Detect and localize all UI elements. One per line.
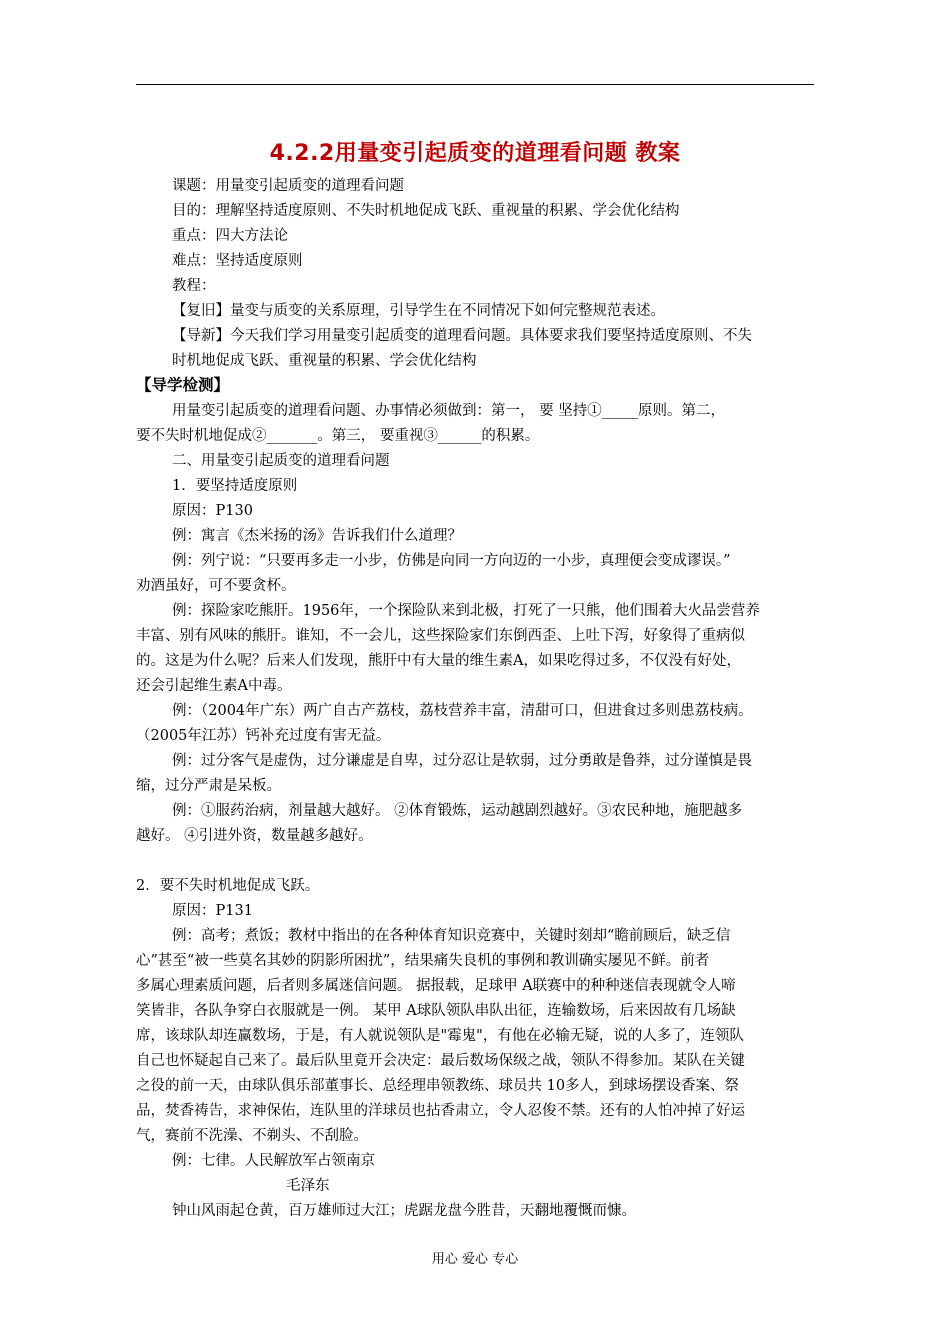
text-line: 心”甚至“被一些莫名其妙的阴影所困扰”，结果痛失良机的事例和教训确实屡见不鲜。前者 [136,953,710,969]
header-rule [136,84,814,85]
page-footer: 用心 爱心 专心 [431,1252,519,1267]
text-line: 劝酒虽好，可不要贪杯。 [136,578,296,594]
page-title: 4.2.2用量变引起质变的道理看问题 教案 [269,141,681,166]
text-line: 原因：P131 [172,903,253,919]
text-line: 例：①服药治病，剂量越大越好。 ②体育锻炼，运动越剧烈越好。③农民种地，施肥越多 [172,803,743,819]
text-line: 例：探险家吃熊肝。1956年，一个探险队来到北极，打死了一只熊，他们围着大火品尝营养 [172,603,760,619]
text-line: 例：列宁说：“只要再多走一小步，仿佛是向同一方向迈的一小步，真理便会变成谬误。” [172,553,731,569]
text-line: 越好。 ④引进外资，数量越多越好。 [136,828,373,844]
text-line: 笑皆非，各队争穿白衣服就是一例。 某甲 A球队领队串队出征，连输数场，后来因故有几场缺 [136,1003,736,1019]
text-line: 难点：坚持适度原则 [172,253,303,269]
text-line: 品，焚香祷告，求神保佑，连队里的洋球员也拈香肃立，令人忍俊不禁。还有的人怕冲掉了好运 [136,1103,745,1119]
text-line: 缩，过分严肃是呆板。 [136,778,281,794]
text-line: 丰富、别有风味的熊肝。谁知，不一会儿，这些探险家们东倒西歪、上吐下泻，好象得了重病似 [136,628,745,644]
text-line: 要不失时机地促成②_______。第三， 要重视③______的积累。 [136,428,540,444]
text-line: 例：过分客气是虚伪，过分谦虚是自卑，过分忍让是软弱，过分勇敢是鲁莽，过分谨慎是畏 [172,753,752,769]
text-line: 重点：四大方法论 [172,228,288,244]
text-line: 例：七律。人民解放军占领南京 [172,1153,375,1169]
text-line: 席，该球队却连赢数场，于是，有人就说领队是"霉鬼"，有他在必输无疑，说的人多了，连领队 [136,1028,744,1044]
text-line: 例：（2004年广东）两广自古产荔枝，荔枝营养丰富，清甜可口，但进食过多则患荔枝病。 [172,703,753,719]
text-line: 原因：P130 [172,503,253,519]
section-heading: 【导学检测】 [136,375,230,394]
text-line: 气，赛前不洗澡、不剃头、不刮脸。 [136,1128,368,1144]
text-line: （2005年江苏）钙补充过度有害无益。 [136,728,391,744]
text-line: 还会引起维生素A中毒。 [136,678,292,694]
text-line: 课题：用量变引起质变的道理看问题 [172,178,404,194]
text-line: 多属心理素质问题，后者则多属迷信问题。 据报载，足球甲 A联赛中的种种迷信表现就令人啼 [136,978,736,994]
text-line: 时机地促成飞跃、重视量的积累、学会优化结构 [172,353,477,369]
text-line: 二、用量变引起质变的道理看问题 [172,453,390,469]
text-line: 1．要坚持适度原则 [172,478,298,494]
text-line: 自己也怀疑起自己来了。最后队里竟开会决定：最后数场保级之战，领队不得参加。某队在关键 [136,1053,745,1069]
text-line: 【复旧】量变与质变的关系原理，引导学生在不同情况下如何完整规范表述。 [172,303,665,319]
text-line: 【导新】今天我们学习用量变引起质变的道理看问题。具体要求我们要坚持适度原则、不失 [172,328,752,344]
poem-author: 毛泽东 [286,1178,330,1194]
text-line: 例：高考；煮饭；教材中指出的在各种体育知识竞赛中，关键时刻却“瞻前顾后，缺乏信 [172,928,731,944]
text-line: 2．要不失时机地促成飞跃。 [136,878,320,894]
text-line: 用量变引起质变的道理看问题、办事情必须做到：第一， 要 坚持①_____原则。第二， [172,403,725,419]
text-line: 教程： [172,278,216,294]
text-line: 之役的前一天，由球队俱乐部董事长、总经理串领教练、球员共 10多人，到球场摆设香案、祭 [136,1078,740,1094]
text-line: 钟山风雨起仓黄，百万雄师过大江；虎踞龙盘今胜昔，天翻地覆慨而慷。 [172,1203,636,1219]
text-line: 例：寓言《杰米扬的汤》告诉我们什么道理？ [172,528,462,544]
text-line: 目的：理解坚持适度原则、不失时机地促成飞跃、重视量的积累、学会优化结构 [172,203,680,219]
text-line: 的。这是为什么呢？后来人们发现，熊肝中有大量的维生素A，如果吃得过多，不仅没有好处， [136,653,741,669]
